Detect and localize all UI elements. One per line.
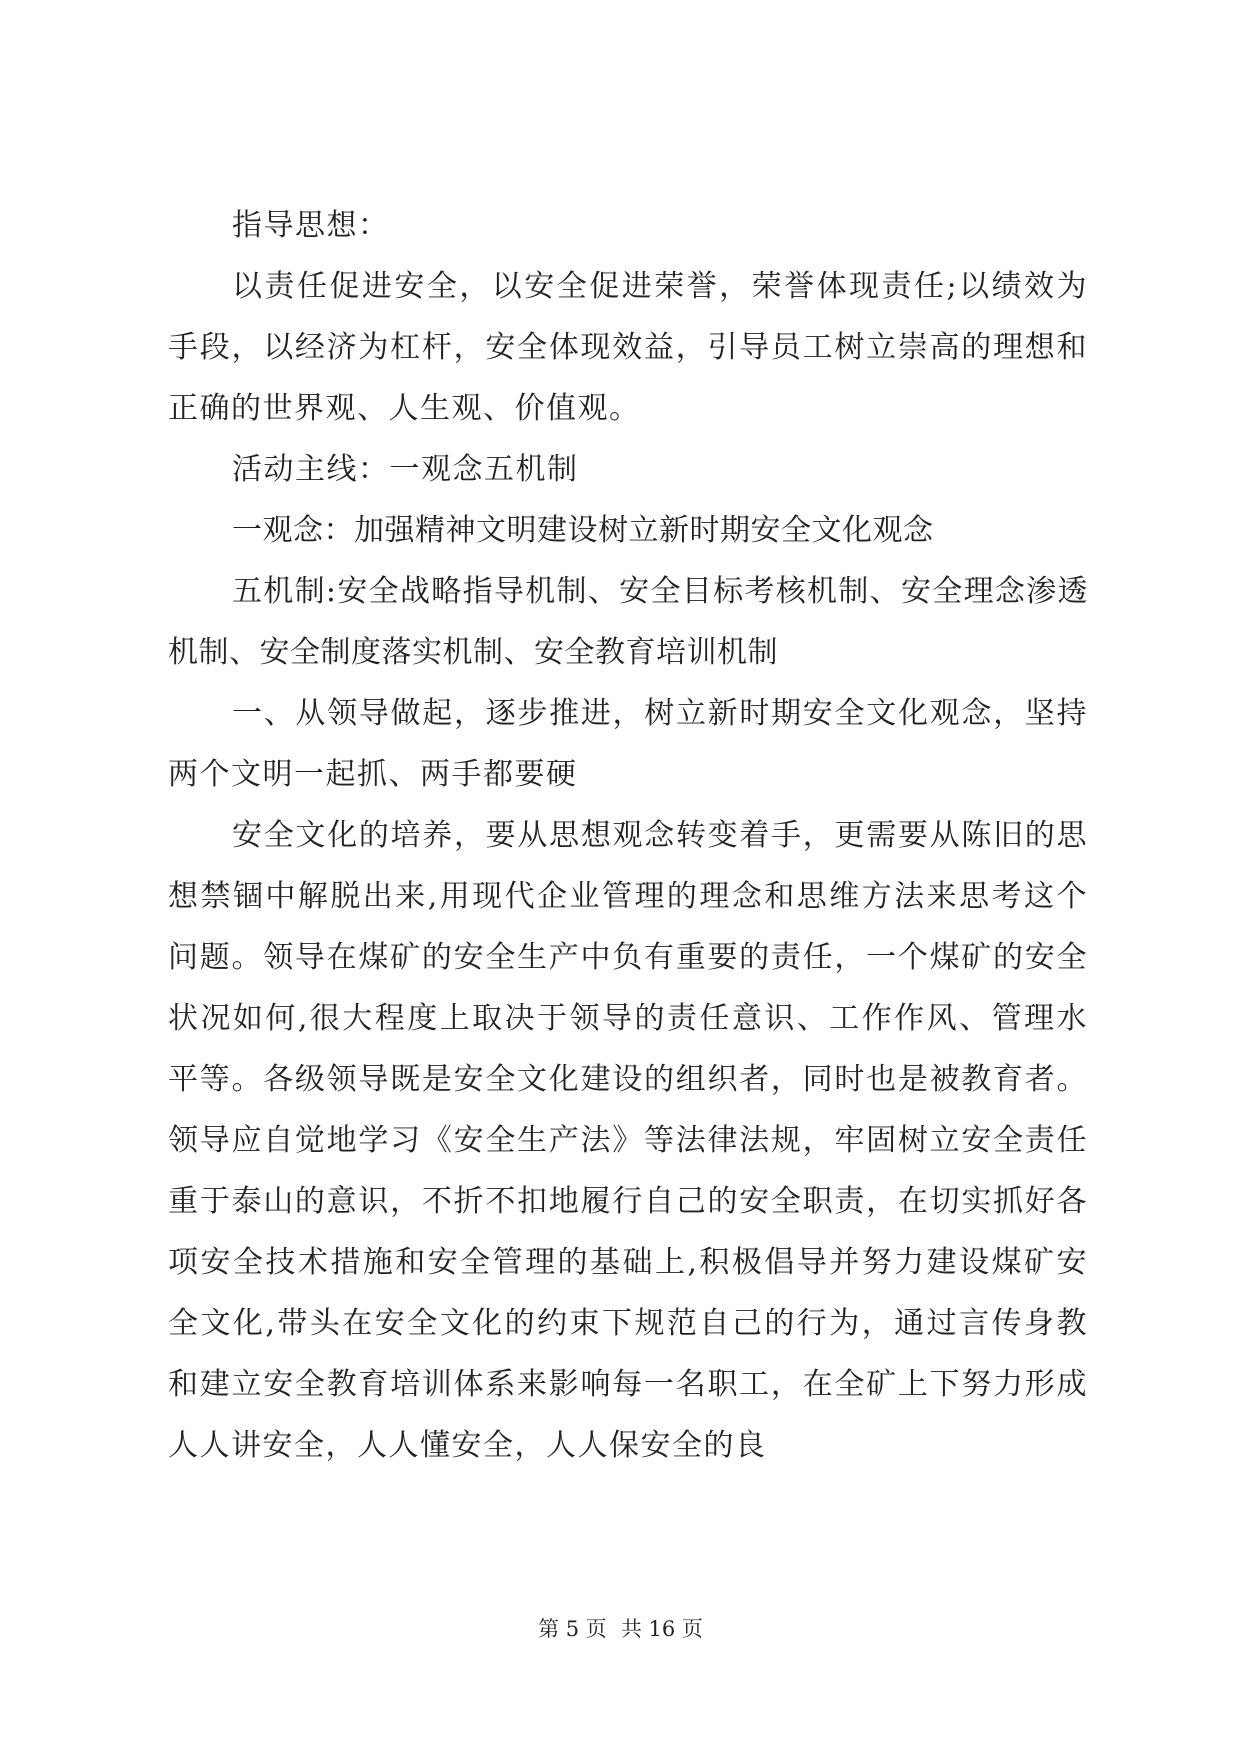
paragraph-safety-culture-body: 安全文化的培养，要从思想观念转变着手，更需要从陈旧的思想禁锢中解脱出来,用现代企业管理的理念和思维方法来思考这个问题。领导在煤矿的安全生产中负有重要的责任，一个煤矿的安全状况如何,很大程度上取决于领导的责任意识、工作作风、管理水平等。各级领导既是安全文化建设的组织者，同时也是被教育者。领导应自觉地学习《安全生产法》等法律法规，牢固树立安全责任重于泰山的意识，不折不扣地履行自己的安全职责，在切实抓好各项安全技术措施和安全管理的基础上,积极倡导并努力建设煤矿安全文化,带头在安全文化的约束下规范自己的行为，通过言传身教和建立安全教育培训体系来影响每一名职工，在全矿上下努力形成人人讲安全，人人懂安全，人人保安全的良 [168,818,1088,1463]
page-footer [0,1614,1241,1644]
paragraph-section-one-heading: 一、从领导做起，逐步推进，树立新时期安全文化观念，坚持两个文明一起抓、两手都要硬 [168,696,1088,792]
paragraph-guiding-ideology-text: 以责任促进安全，以安全促进荣誉，荣誉体现责任;以绩效为手段，以经济为杠杆，安全体现效益，引导员工树立崇高的理想和正确的世界观、人生观、价值观。 [168,269,1088,426]
document-body [168,195,1088,1476]
page-total: 共 16 页 [620,1617,703,1641]
page-number: 第 5 页 [538,1617,607,1641]
heading-guiding-ideology: 指导思想： [232,208,390,243]
paragraph-five-mechanisms: 五机制:安全战略指导机制、安全目标考核机制、安全理念渗透机制、安全制度落实机制、安全教育培训机制 [168,574,1088,670]
paragraph-activity-mainline: 活动主线：一观念五机制 [232,452,579,487]
paragraph-one-concept: 一观念：加强精神文明建设树立新时期安全文化观念 [232,513,934,548]
